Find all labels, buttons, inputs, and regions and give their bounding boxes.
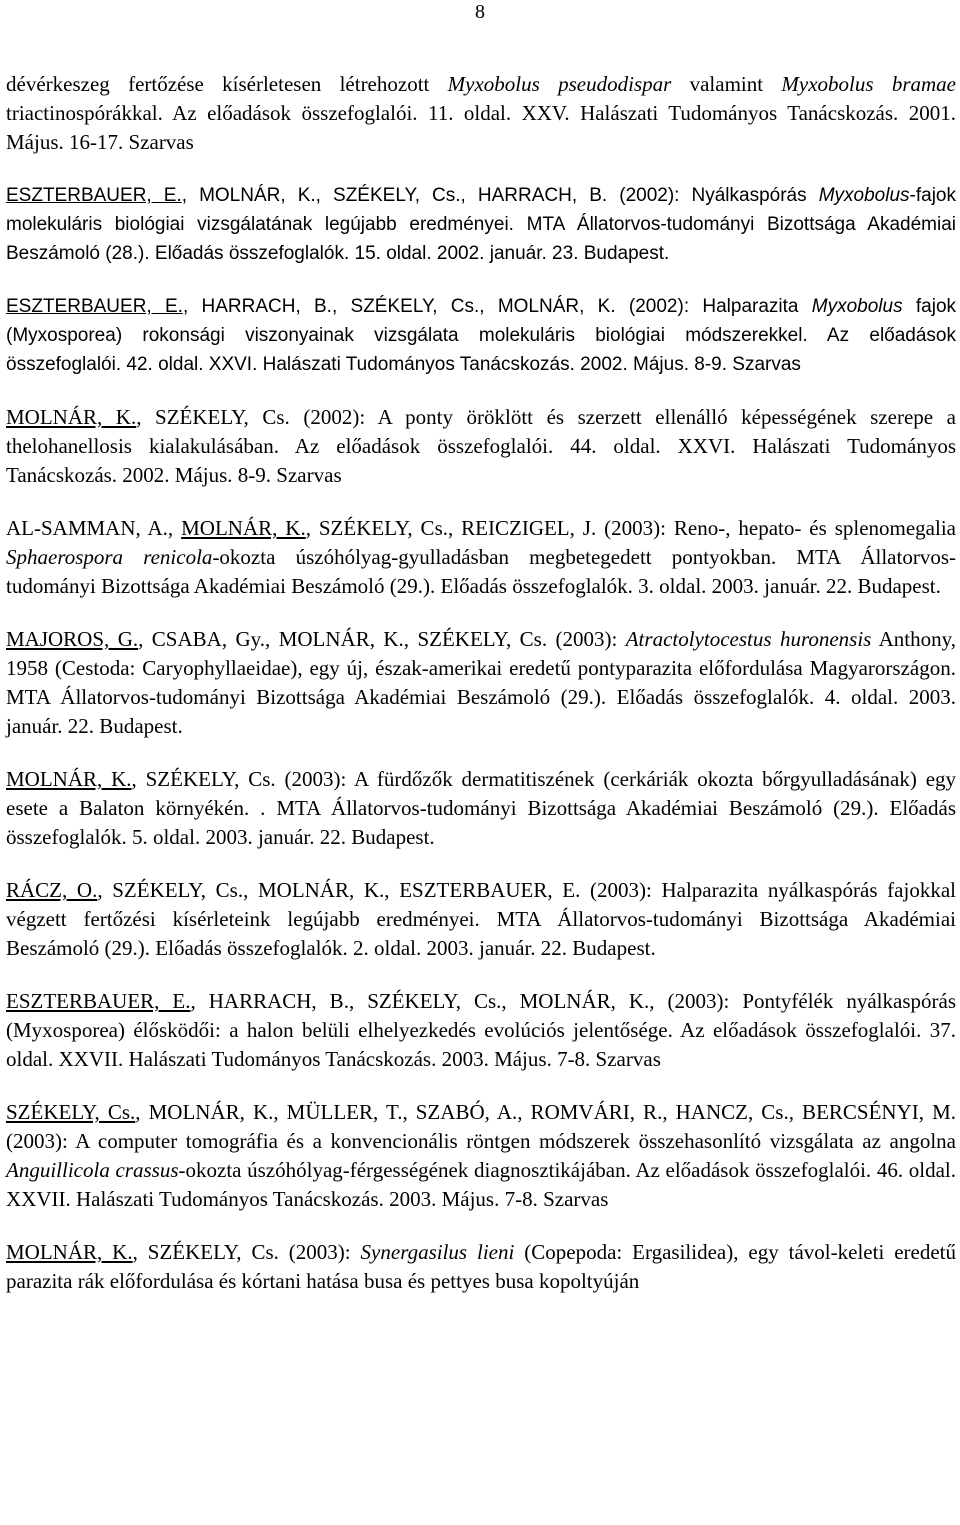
reference-text: -okozta úszóhólyag-férgességének diagnosztikájában. Az előadások összefoglalói. 46. oldal. XXVII. Halászati Tudományos Tanácskozás. 2003. Május. 7-8. Szarvas	[6, 1158, 956, 1211]
reference-text: , HARRACH, B., SZÉKELY, Cs., MOLNÁR, K., (2003): Pontyfélék nyálkaspórás (Myxosporea) élősködői: a halon belüli elhelyezkedés evolúciós jelentősége. Az előadások összefoglalói. 37. oldal. XXVII. Halászati Tudományos Tanácskozás. 2003. Május. 7-8. Szarvas	[6, 989, 956, 1071]
reference-text: , SZÉKELY, Cs. (2003): A fürdőzők dermatitiszének (cerkáriák okozta bőrgyulladásának) egy esete a Balaton környékén. . MTA Állatorvos-tudományi Bizottsága Akadémiai Beszámoló (29.). Előadás összefoglalók. 5. oldal. 2003. január. 22. Budapest.	[6, 767, 957, 849]
author-name: MOLNÁR, K.	[6, 405, 137, 429]
species-name: Myxobolus bramae	[781, 72, 956, 96]
reference-entry	[6, 1098, 956, 1214]
reference-text: , MOLNÁR, K., MÜLLER, T., SZABÓ, A., ROMVÁRI, R., HANCZ, Cs., BERCSÉNYI, M. (2003): A computer tomográfia és a konvencionális röntgen módszerek összehasonlító vizsgálata az angolna	[6, 1100, 956, 1153]
reference-entry	[6, 987, 956, 1074]
reference-text: , SZÉKELY, Cs. (2003):	[132, 1240, 361, 1264]
author-name: MOLNÁR, K.	[181, 516, 306, 540]
reference-text: , SZÉKELY, Cs., REICZIGEL, J. (2003): Reno-, hepato- és splenomegalia	[305, 516, 956, 540]
author-name: MAJOROS, G.	[6, 627, 139, 651]
reference-entry	[6, 876, 956, 963]
reference-text: (Copepoda: Ergasilidea), egy távol-keleti eredetű parazita rák előfordulása és kórtani hatása busa és pettyes busa kopoltyúján	[6, 1240, 956, 1293]
species-name: Atractolytocestus huronensis	[625, 627, 872, 651]
reference-text: , SZÉKELY, Cs. (2002): A ponty öröklött és szerzett ellenálló képességének szerepe a thelohanellosis kialakulásában. Az előadások összefoglalói. 44. oldal. XXVI. Halászati Tudományos Tanácskozás. 2002. Május. 8-9. Szarvas	[6, 405, 956, 487]
reference-entry	[6, 181, 956, 268]
species-name: Myxobolus	[818, 185, 910, 206]
reference-text: , HARRACH, B., SZÉKELY, Cs., MOLNÁR, K. (2002): Halparazita	[182, 296, 812, 317]
reference-text: , MOLNÁR, K., SZÉKELY, Cs., HARRACH, B. (2002): Nyálkaspórás	[181, 185, 819, 206]
reference-entry	[6, 70, 956, 157]
reference-entry	[6, 625, 956, 741]
reference-text: fajok (Myxosporea) rokonsági viszonyainak vizsgálata molekuláris biológiai módszerekkel. Az előadások összefoglalói. 42. oldal. XXVI. Halászati Tudományos Tanácskozás. 2002. Május. 8-9. Szarvas	[6, 296, 957, 375]
author-name: ESZTERBAUER, E.	[6, 989, 191, 1013]
species-name: Myxobolus	[811, 296, 903, 317]
page-number: 8	[475, 1, 485, 23]
reference-entry	[6, 1238, 956, 1296]
author-name: ESZTERBAUER, E.	[6, 185, 182, 206]
reference-text: -okozta úszóhólyag-gyulladásban megbetegedett pontyokban. MTA Állatorvos-tudományi Bizottsága Akadémiai Beszámoló (29.). Előadás összefoglalók. 3. oldal. 2003. január. 22. Budapest.	[6, 545, 956, 598]
reference-text: Anthony, 1958 (Cestoda: Caryophyllaeidae), egy új, észak-amerikai eredetű pontyparazita előfordulása Magyarországon. MTA Állatorvos-tudományi Bizottsága Akadémiai Beszámoló (29.). Előadás összefoglalók. 4. oldal. 2003. január. 22. Budapest.	[6, 627, 957, 738]
author-name: MOLNÁR, K.	[6, 767, 132, 791]
author-name: RÁCZ, O.	[6, 878, 98, 902]
reference-text: AL-SAMMAN, A.,	[6, 516, 182, 540]
species-name: Synergasilus lieni	[360, 1240, 515, 1264]
reference-entry	[6, 292, 956, 379]
reference-entry	[6, 403, 956, 490]
species-name: Myxobolus pseudodispar	[447, 72, 672, 96]
reference-text: , SZÉKELY, Cs., MOLNÁR, K., ESZTERBAUER, E. (2003): Halparazita nyálkaspórás fajokkal végzett fertőzési kísérleteink legújabb eredményei. MTA Állatorvos-tudományi Bizottsága Akadémiai Beszámoló (29.). Előadás összefoglalók. 2. oldal. 2003. január. 22. Budapest.	[6, 878, 956, 960]
reference-text: -fajok molekuláris biológiai vizsgálatának legújabb eredményei. MTA Állatorvos-tudományi Bizottsága Akadémiai Beszámoló (28.). Előadás összefoglalók. 15. oldal. 2002. január. 23. Budapest.	[6, 185, 956, 264]
reference-text: , CSABA, Gy., MOLNÁR, K., SZÉKELY, Cs. (2003):	[138, 627, 626, 651]
author-name: ESZTERBAUER, E.	[6, 296, 183, 317]
author-name: SZÉKELY, Cs.	[6, 1100, 136, 1124]
reference-text: valamint	[671, 72, 782, 96]
reference-text: triactinospórákkal. Az előadások összefoglalói. 11. oldal. XXV. Halászati Tudományos Tanácskozás. 2001. Május. 16-17. Szarvas	[6, 101, 956, 154]
reference-entry	[6, 765, 956, 852]
species-name: Anguillicola crassus	[6, 1158, 179, 1182]
reference-entry	[6, 514, 956, 601]
species-name: Sphaerospora renicola	[6, 545, 213, 569]
reference-text: dévérkeszeg fertőzése kísérletesen létrehozott	[6, 72, 448, 96]
author-name: MOLNÁR, K.	[6, 1240, 133, 1264]
reference-list	[6, 70, 956, 1320]
